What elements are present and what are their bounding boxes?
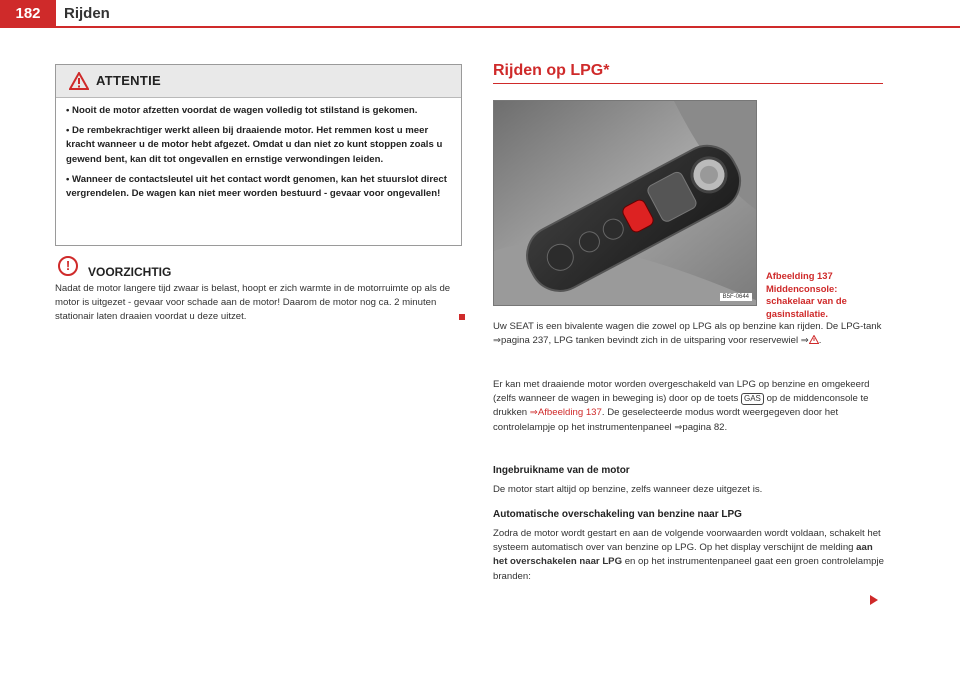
- para-text: .: [818, 335, 822, 347]
- header-rule: [56, 26, 960, 28]
- para-bold-text: aan het overschakelen naar LPG: [493, 542, 873, 568]
- figure-link[interactable]: ⇒Afbeelding 137: [529, 407, 602, 419]
- arrow-right-icon: [870, 595, 878, 605]
- warning-item-text: Nooit de motor afzetten voordat de wagen volledig tot stilstand is gekomen.: [72, 105, 418, 116]
- warning-box: [55, 64, 462, 246]
- warning-triangle-icon: [809, 335, 819, 344]
- paragraph-intro: [493, 320, 885, 348]
- warning-item-text: Wanneer de contactsleutel uit het contact wordt genomen, kan het stuurslot direct vergrendelen. De wagen kan niet meer worden bestuurd - gevaar voor ongevallen!: [66, 173, 447, 200]
- caution-text: Nadat de motor langere tijd zwaar is belast, hoopt er zich warmte in de motorruimte op als de motor is uitgezet - gevaar voor schade aan de motor! Daarom de motor nog ca. 2 minuten stationair laten draaien voordat u deze uitzet.: [55, 283, 451, 323]
- warning-triangle-icon: [69, 72, 89, 90]
- warning-title: ATTENTIE: [96, 73, 161, 88]
- para-text: en op het instrumentenpaneel gaat een groen controlelampje branden:: [493, 556, 884, 582]
- page-header: [0, 0, 960, 28]
- para-text: Zodra de motor wordt gestart en aan de volgende voorwaarden wordt voldaan, schakelt het systeem automatisch over van benzine op LPG. Op het display verschijnt de melding: [493, 528, 881, 554]
- paragraph-startup: De motor start altijd op benzine, zelfs wanneer deze uitgezet is.: [493, 484, 763, 495]
- para-text: Uw SEAT is een bivalente wagen die zowel op LPG als op benzine kan rijden. De LPG-tank: [493, 321, 882, 332]
- section-rule: [493, 83, 883, 84]
- para-text: . De geselecteerde modus wordt weergegeven door het controlelampje op het instrumentenpaneel ⇒pagina 82.: [493, 407, 839, 433]
- console-illustration: [494, 101, 757, 306]
- warning-item: • Wanneer de contactsleutel uit het contact wordt genomen, kan het stuurslot direct vergrendelen. De wagen kan niet meer worden bestuurd - gevaar voor ongevallen!: [66, 173, 447, 200]
- subheading-startup: Ingebruikname van de motor: [493, 465, 630, 476]
- page-number: 182: [0, 0, 56, 28]
- figure-caption: Afbeelding 137 Middenconsole: schakelaar van de gasinstallatie.: [766, 270, 847, 319]
- subheading-auto-switch: Automatische overschakeling van benzine naar LPG: [493, 509, 742, 520]
- exclamation-circle-icon: !: [58, 256, 78, 276]
- figure-code: B5F-0644: [720, 293, 752, 301]
- caution-body: [55, 282, 465, 325]
- warning-header: [56, 65, 461, 98]
- chapter-title: Rijden: [64, 5, 110, 22]
- para-text: op de middenconsole te drukken: [493, 393, 869, 419]
- para-text: ⇒pagina 237, LPG tanken bevindt zich in de uitsparing voor reservewiel ⇒: [493, 335, 809, 347]
- caution-title: VOORZICHTIG: [88, 265, 172, 279]
- paragraph-switch: [493, 378, 885, 435]
- paragraph-auto-switch: [493, 527, 885, 584]
- warning-item: • De rembekrachtiger werkt alleen bij draaiende motor. Het remmen kost u meer kracht wanneer u de motor hebt afgezet. Omdat u dan niet zo kunt stoppen zoals u gewend bent, kan dit tot ongevallen en ernstige verwondingen leiden.: [66, 125, 443, 165]
- warning-body: [56, 98, 461, 201]
- section-title: Rijden op LPG*: [493, 62, 610, 79]
- warning-item: • Nooit de motor afzetten voordat de wagen volledig tot stilstand is gekomen.: [66, 105, 418, 116]
- para-text: Er kan met draaiende motor worden overgeschakeld van LPG op benzine en omgekeerd (zelfs wanneer de wagen in beweging is) door op de toets: [493, 379, 870, 405]
- gas-key: GAS: [741, 393, 764, 405]
- warning-item-text: De rembekrachtiger werkt alleen bij draaiende motor. Het remmen kost u meer kracht wanneer u de motor hebt afgezet. Omdat u dan niet zo kunt stoppen zoals u gewend bent, kan dit tot ongevallen en ernstige verwondingen leiden.: [66, 125, 443, 165]
- figure-console-photo: [493, 100, 757, 306]
- section-end-marker: [459, 314, 465, 320]
